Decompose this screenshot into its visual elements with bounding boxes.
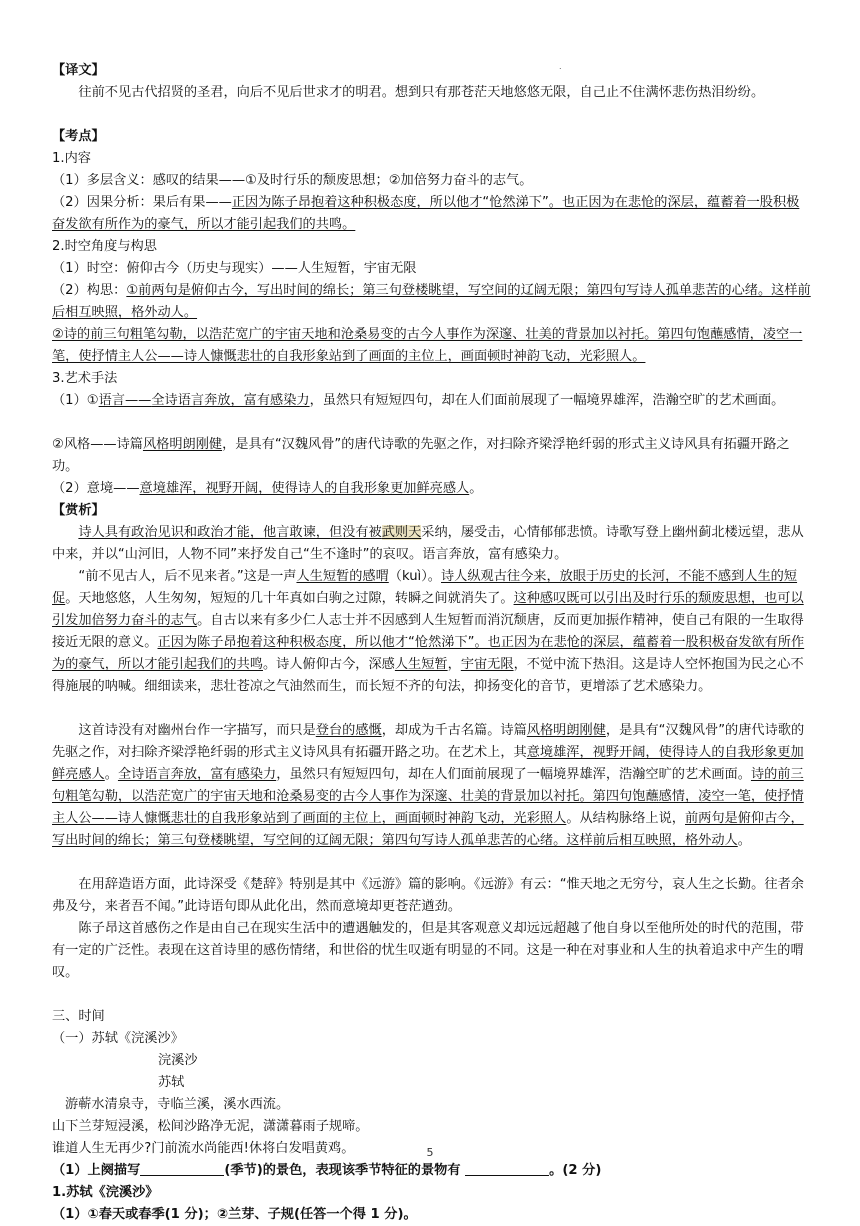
p3-part: 诗的前三句粗笔勾勒，以浩茫宽广的宇宙天地和沧桑易变的古今人事作为深邃、壮美的背景加以衬托。第四句饱蘸感情，凌空一笔，使抒情主人公——诗人慷慨悲壮的自我形象站到了画面的主位上，画面顿时神韵飞动，光彩照人 [52, 767, 804, 826]
page-content [52, 60, 812, 1226]
p2-part: ，不觉中流下热泪。这是诗人空怀抱国为民之心不得施展的呐喊。细细读来，悲壮苍凉之气油然而生，而长短不齐的句法，抑扬变化的音节，更增添了艺术感染力。 [52, 657, 804, 694]
mood-end: 。 [469, 481, 483, 496]
section-3-title: 3.艺术手法 [52, 371, 118, 386]
p3-part: 登台的感慨 [315, 723, 382, 738]
p2-part: 。自古以来有多少仁人志士并不因感到人生短暂而消沉颓唐，反而更加振作精神，使自己有限的一生取得接近无限的意义。 [52, 613, 804, 650]
language-label: 语言—— [98, 393, 152, 408]
page-number: 5 [426, 1146, 434, 1159]
section-heading: 三、时间 [52, 1009, 105, 1024]
p3-part: 风格明朗刚健 [526, 723, 606, 738]
poem-preface: 游蕲水清泉寺，寺临兰溪，溪水西流。 [65, 1097, 290, 1112]
section-1-line-2 [52, 192, 812, 236]
appreciation-paragraph-5: 陈子昂这首感伤之作是由自己在现实生活中的遭遇触发的，但是其客观意义却远远超越了他自身以至他所处的时代的范围，带有一定的广泛性。表现在这首诗里的感伤情绪，和世俗的忧生叹逝有明显的不同。这是一种在对事业和人生的执着追求中产生的喟叹。 [52, 921, 804, 980]
section-1-title: 1.内容 [52, 151, 91, 166]
p3-part: 。从结构脉络上说， [566, 811, 685, 826]
question-1-end: 。(2 分) [549, 1163, 602, 1178]
structure-label: （2）构思： [52, 283, 127, 298]
p3-part: 意境雄浑，视野开阔，使得诗人的自我形象更加鲜亮感人 [52, 745, 804, 782]
p2-part: 这种感叹既可以引出及时行乐的颓废思想，也可以引发加倍努力奋斗的志气 [52, 591, 804, 628]
p2-part: 。诗人俯仰古今，深感 [263, 657, 395, 672]
poem-author: 苏轼 [158, 1075, 185, 1090]
p2-part: 诗人纵观古往今来，放眼于历史的长河，不能不感到人生的短促 [52, 569, 798, 606]
p1-highlight: 武则天 [381, 525, 422, 540]
p2-part: 人生短暂的感喟 [296, 569, 389, 584]
p3-part: ，却成为千古名篇。诗篇 [381, 723, 527, 738]
mood-label: （2）意境—— [52, 481, 140, 496]
translation-text: 往前不见古代招贤的圣君，向后不见后世求才的明君。想到只有那苍茫天地悠悠无限，自己止不住满怀悲伤热泪纷纷。 [78, 85, 765, 100]
p3-part: 前两句是俯仰古今，写出时间的绵长；第三句登楼眺望，写空间的辽阔无限；第四句写诗人孤单悲苦的心绪。这样前后相互映照，格外动人 [52, 811, 804, 848]
p2-part: ， [447, 657, 461, 672]
poem-title: 浣溪沙 [158, 1053, 198, 1068]
p3-part: 。 [104, 767, 118, 782]
scenery-blank[interactable] [465, 1161, 549, 1176]
top-mark: . [559, 62, 562, 71]
p3-part: 全诗语言奔放，富有感染力 [117, 767, 277, 782]
p2-part: （kuì）。 [388, 569, 441, 584]
p2-part: 宇宙无限 [460, 657, 514, 672]
p1-rest: 采纳，屡受击，心情郁郁悲愤。诗歌写登上幽州蓟北楼远望，悲从中来，并以“山河旧，人物不同”来抒发自己“生不逢时”的哀叹。语言奔放，富有感染力。 [52, 525, 804, 562]
section-2-line-2 [52, 280, 812, 324]
p2-part: “前不见古人，后不见来者。”这是一声 [78, 569, 297, 584]
p1-text: 诗人具有政治见识和政治才能，他言敢谏，但没有被 [78, 525, 382, 540]
appreciation-paragraph-1 [52, 522, 812, 566]
mood-point: 意境雄浑，视野开阔，使得诗人的自我形象更加鲜亮感人 [139, 481, 470, 496]
language-explanation: ，虽然只有短短四句，却在人们面前展现了一幅境界雄浑，浩瀚空旷的艺术画面。 [309, 393, 785, 408]
question-1 [52, 1160, 812, 1182]
appreciation-paragraph-4: 在用辞造语方面，此诗深受《楚辞》特别是其中《远游》篇的影响。《远游》有云：“惟天地之无穷兮，哀人生之长勤。往者余弗及兮，来者吾不闻。”此诗语句即从此化出，然而意境却更苍茫遒劲。 [52, 877, 804, 914]
section-2-line-1: （1）时空：俯仰古今（历史与现实）——人生短暂，宇宙无限 [52, 261, 417, 276]
p3-part: ，是具有“汉魏风骨”的唐代诗歌的先驱之作，对扫除齐梁浮艳纤弱的形式主义诗风具有拓疆开路之功。在艺术上，其 [52, 723, 805, 760]
cause-label: （2）因果分析：果后有果—— [52, 195, 232, 210]
section-2-line-3: ②诗的前三句粗笔勾勒，以浩茫宽广的宇宙天地和沧桑易变的古今人事作为深邃、壮美的背景加以衬托。第四句饱蘸感情，凌空一笔，使抒情主人公——诗人慷慨悲壮的自我形象站到了画面的主位上，画面顿时神韵飞动，光彩照人。 [52, 327, 803, 364]
item-number: （1）① [52, 393, 99, 408]
style-point: 风格明朗刚健 [142, 437, 223, 452]
translation-heading: 【译文】 [52, 63, 105, 78]
section-3-line-2 [52, 434, 812, 478]
p3-part: 。 [737, 833, 751, 848]
p2-part: 。天地悠悠，人生匆匆，短短的几十年真如白驹之过隙，转瞬之间就消失了。 [65, 591, 514, 606]
cause-analysis: 正因为陈子昂抱着这种积极态度，所以他才“怆然涕下”。也正因为在悲怆的深层，蕴蓄着一股积极奋发欲有所作为的豪气，所以才能引起我们的共鸣。 [52, 195, 800, 232]
answer-1: （1）①春天或春季(1 分)；②兰芽、子规(任答一个得 1 分)。 [52, 1207, 417, 1222]
p3-part: ，虽然只有短短四句，却在人们面前展现了一幅境界雄浑，浩瀚空旷的艺术画面。 [276, 767, 751, 782]
spacer [52, 984, 812, 1006]
style-explanation: ，是具有“汉魏风骨”的唐代诗歌的先驱之作，对扫除齐梁浮艳纤弱的形式主义诗风具有拓疆开路之功。 [52, 437, 790, 474]
question-1-middle: (季节)的景色，表现该季节特征的景物有 [224, 1163, 461, 1178]
shangxi-heading: 【赏析】 [52, 503, 105, 518]
appreciation-paragraph-2 [52, 566, 812, 720]
p2-part: 人生短暂 [394, 657, 448, 672]
appreciation-paragraph-3 [52, 720, 812, 874]
kaodian-heading: 【考点】 [52, 129, 105, 144]
section-3-line-1 [52, 390, 812, 434]
poem-line-2: 谁道人生无再少?门前流水尚能西!休将白发唱黄鸡。 [52, 1141, 355, 1156]
structure-text: ①前两句是俯仰古今，写出时间的绵长；第三句登楼眺望，写空间的辽阔无限；第四句写诗人孤单悲苦的心绪。这样前后相互映照，格外动人。 [52, 283, 811, 320]
section-1-line-1: （1）多层含义：感叹的结果——①及时行乐的颓废思想；②加倍努力奋斗的志气。 [52, 173, 533, 188]
section-2-title: 2.时空角度与构思 [52, 239, 157, 254]
question-1-start: （1）上阕描写 [52, 1163, 141, 1178]
section-3-line-3 [52, 478, 812, 500]
style-label: ②风格——诗篇 [52, 437, 143, 452]
language-point: 全诗语言奔放，富有感染力 [151, 393, 310, 408]
answer-title: 1.苏轼《浣溪沙》 [52, 1185, 159, 1200]
p3-part: 这首诗没有对幽州台作一字描写，而只是 [78, 723, 316, 738]
subsection-title: （一）苏轼《浣溪沙》 [52, 1031, 184, 1046]
p2-part: 正因为陈子昂抱着这种积极态度，所以他才“怆然涕下”。也正因为在悲怆的深层，蕴蓄着一股积极奋发欲有所作为的豪气，所以才能引起我们的共鸣 [52, 635, 805, 672]
season-blank[interactable] [140, 1161, 224, 1176]
poem-line-1: 山下兰芽短浸溪，松间沙路净无泥，潇潇暮雨子规啼。 [52, 1119, 369, 1134]
